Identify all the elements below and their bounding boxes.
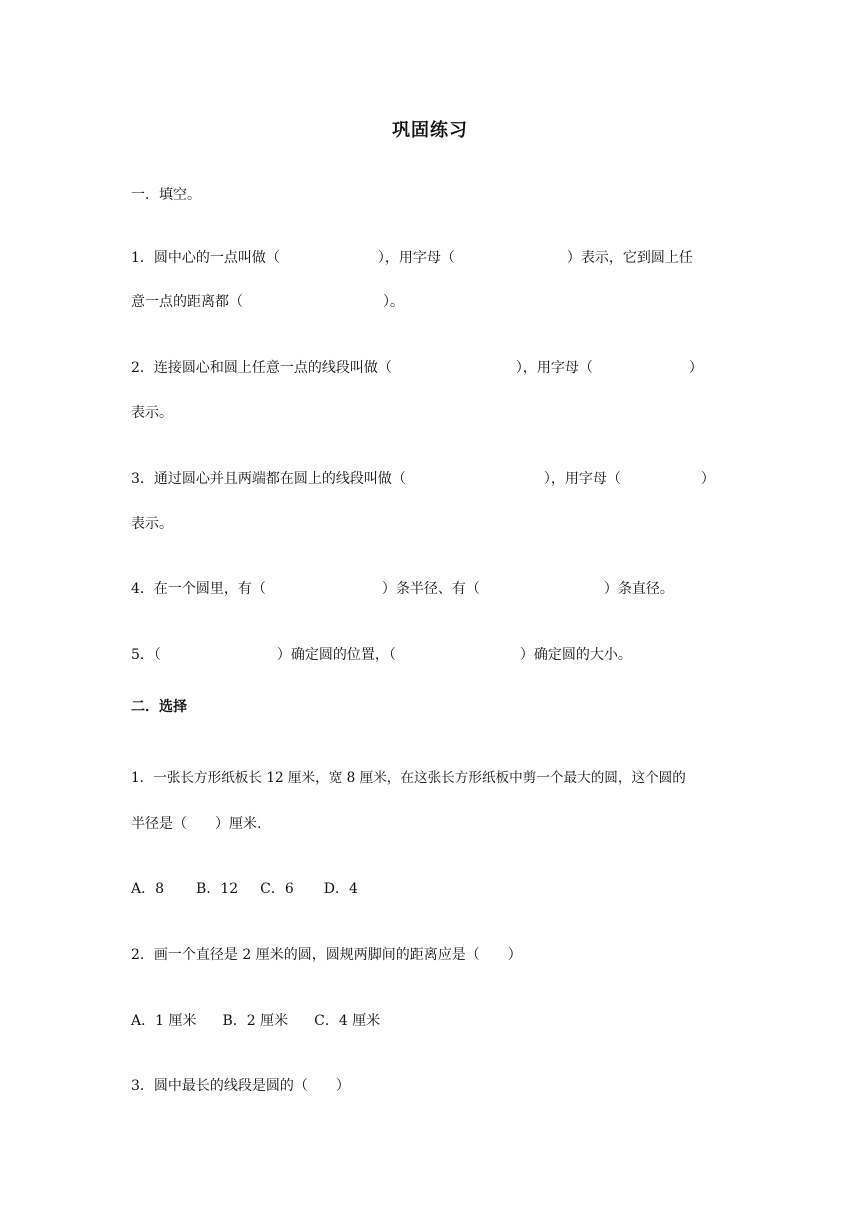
- option-c: C．6: [260, 881, 294, 897]
- q5-text-a: 5．（: [131, 647, 161, 663]
- q4-text-b: ）条半径、有（: [381, 581, 480, 597]
- q5-text-c: ）确定圆的大小。: [519, 647, 632, 663]
- q3-text-c: ）: [700, 471, 715, 487]
- choice-q2-options: [131, 1011, 731, 1031]
- section1-heading: 一．填空。: [131, 187, 201, 203]
- fill-q5: [131, 645, 731, 665]
- choice-q1-options: [131, 879, 731, 899]
- section2-heading: 二．选择: [131, 699, 187, 715]
- page-title: 巩固练习: [392, 120, 468, 141]
- q1-text-d: 意一点的距离都（: [131, 294, 243, 310]
- fill-q3-line2: 表示。: [131, 516, 173, 532]
- q3-text-b: ），用字母（: [543, 471, 621, 487]
- option-a: A．8: [131, 881, 165, 897]
- choice-q3: 3．圆中最长的线段是圆的（ ）: [131, 1078, 350, 1094]
- fill-q2-line2: 表示。: [131, 405, 173, 421]
- fill-q1-line2: [131, 292, 731, 312]
- option-d: D．4: [323, 881, 358, 897]
- q1-text-a: 1．圆中心的一点叫做（: [131, 250, 280, 266]
- q2-text-b: ），用字母（: [515, 360, 593, 376]
- fill-q3-line1: [131, 469, 731, 489]
- option-a: A．1 厘米: [131, 1013, 197, 1029]
- q1-text-c: ）表示，它到圆上任: [566, 250, 693, 266]
- option-c: C．4 厘米: [314, 1013, 381, 1029]
- option-b: B．12: [196, 881, 239, 897]
- option-b: B．2 厘米: [222, 1013, 289, 1029]
- choice-q1-line1: 1．一张长方形纸板长 12 厘米，宽 8 厘米，在这张长方形纸板中剪一个最大的圆，这个圆的: [131, 770, 686, 786]
- q2-text-a: 2．连接圆心和圆上任意一点的线段叫做（: [131, 360, 392, 376]
- choice-q2: 2．画一个直径是 2 厘米的圆，圆规两脚间的距离应是（ ）: [131, 947, 522, 963]
- fill-q4: [131, 579, 731, 599]
- choice-q1-line2: 半径是（ ）厘米.: [131, 816, 262, 832]
- q1-text-b: ），用字母（: [377, 250, 455, 266]
- fill-q2-line1: [131, 358, 731, 378]
- q3-text-a: 3．通过圆心并且两端都在圆上的线段叫做（: [131, 471, 406, 487]
- fill-q1-line1: [131, 248, 731, 268]
- q2-text-c: ）: [688, 360, 703, 376]
- q4-text-c: ）条直径。: [603, 581, 674, 597]
- q1-text-e: ）。: [383, 294, 404, 310]
- q4-text-a: 4．在一个圆里，有（: [131, 581, 266, 597]
- q5-text-b: ）确定圆的位置，（: [276, 647, 396, 663]
